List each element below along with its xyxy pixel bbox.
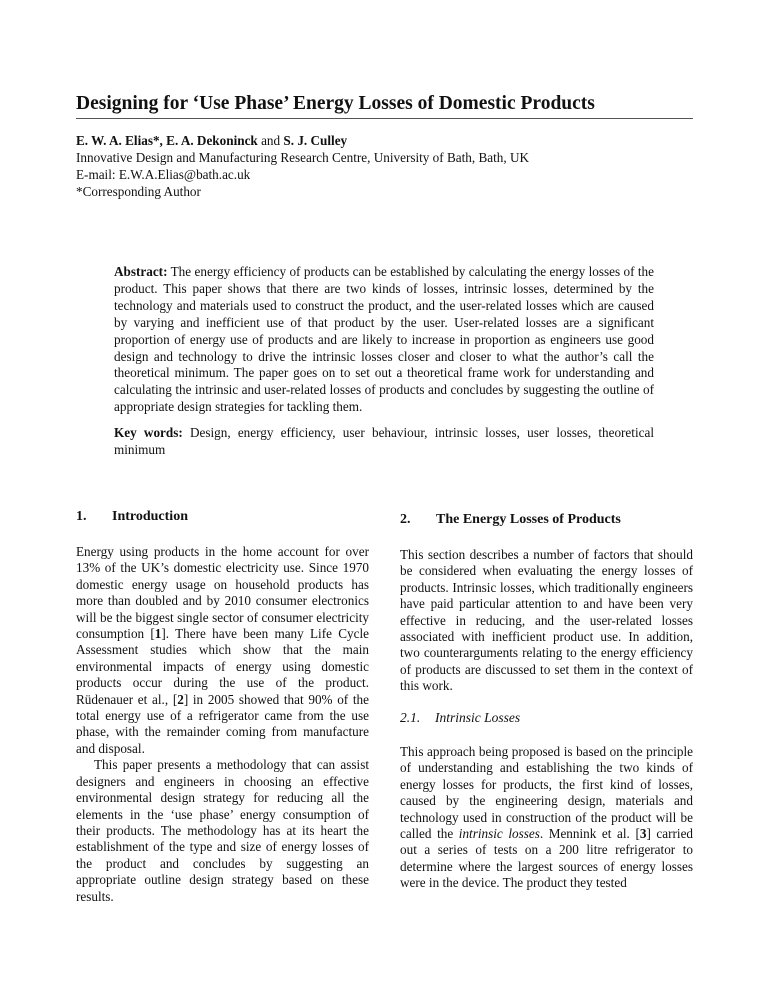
section-1-number: 1. xyxy=(76,509,87,524)
abstract xyxy=(114,264,654,416)
text-run: Energy using products in the home account for over 13% of the UK’s domestic electricity use. Since 1970 domestic energy usage on household products has more than doubled and by 2010 consumer electronics will be the biggest single sector of consumer electricity consumption [ xyxy=(76,544,369,642)
affiliation: Innovative Design and Manufacturing Research Centre, University of Bath, Bath, UK xyxy=(76,150,530,165)
section-2-number: 2. xyxy=(400,512,411,527)
keywords-text: Design, energy efficiency, user behaviour, intrinsic losses, user losses, theoretical minimum xyxy=(114,425,654,457)
left-column xyxy=(76,544,369,905)
section-2-title: The Energy Losses of Products xyxy=(436,512,621,527)
section-2-paragraph: This section describes a number of factors that should be considered when evaluating the energy losses of products. Intrinsic losses, which traditionally engineers have paid particular attention to and have been very effective in reducing, and the user-related losses associated with inefficient product use. In addition, two counterarguments relating to the energy efficiency of products are discussed to set them in the context of this work. xyxy=(400,547,693,694)
abstract-text: The energy efficiency of products can be established by calculating the energy losses of the product. This paper shows that there are two kinds of losses, intrinsic losses, determined by the technology and materials used to construct the product, and the user-related losses which are caused by varying and inefficient use of that product by the user. User-related losses are a significant proportion of energy use of products and are likely to increase in proportion as engineers use good design and technology to drive the intrinsic losses closer and closer to what the author’s call the theoretical minimum. The paper goes on to set out a theoretical frame work for understanding and calculating the intrinsic and user-related losses of products and concludes by suggesting the outline of appropriate design strategies for tackling them. xyxy=(114,264,654,415)
author-1: E. W. A. Elias*, xyxy=(76,133,163,148)
intro-paragraph-1 xyxy=(76,544,369,757)
author-3: S. J. Culley xyxy=(283,133,348,148)
author-block xyxy=(76,132,696,200)
section-1-title: Introduction xyxy=(112,509,188,524)
section-2-1-title: Intrinsic Losses xyxy=(435,710,521,725)
citation-1: 1 xyxy=(154,626,162,642)
paper-title: Designing for ‘Use Phase’ Energy Losses of Domestic Products xyxy=(76,92,693,119)
text-run: . Mennink et al. [ xyxy=(539,826,640,842)
corresponding-author-note: *Corresponding Author xyxy=(76,184,201,199)
abstract-label: Abstract: xyxy=(114,264,168,279)
text-run: ] carried out a series of tests on a 200 litre refrigerator to determine where the largest sources of energy losses were in the device. The product they tested xyxy=(400,826,694,891)
section-2-heading xyxy=(400,512,621,528)
citation-2: 2 xyxy=(177,691,184,707)
section-2-1-number: 2.1. xyxy=(400,710,421,725)
text-run: ] in 2005 showed that 90% of the total energy use of a refrigerator came from the use phase, with the remainder coming from manufacture and disposal. xyxy=(76,691,369,756)
section-2-body xyxy=(400,547,693,695)
keywords xyxy=(114,425,654,459)
email: E-mail: E.W.A.Elias@bath.ac.uk xyxy=(76,167,251,182)
author-2: E. A. Dekoninck xyxy=(166,133,258,148)
text-run: This approach being proposed is based on the principle of understanding and establishing the two kinds of energy losses for products, the first kind of losses, caused by the engineering design, materials and technology used in construction of the product will be called the xyxy=(400,744,693,842)
author-conjunction: and xyxy=(257,133,284,148)
citation-3: 3 xyxy=(639,826,647,842)
author-names xyxy=(76,132,696,149)
intro-paragraph-2: This paper presents a methodology that can assist designers and engineers in choosing an effective environmental design strategy for reducing all the elements in the ‘use phase’ energy consumption of their products. The methodology has at its heart the establishment of the type and size of energy losses of the product and concludes by suggesting an appropriate outline design strategy based on these results. xyxy=(76,757,369,904)
section-2-1-heading xyxy=(400,710,520,726)
section-1-heading xyxy=(76,509,188,525)
keywords-label: Key words: xyxy=(114,425,183,440)
section-2-1-body xyxy=(400,744,693,892)
section-2-1-paragraph xyxy=(400,744,693,892)
text-run: ]. There have been many Life Cycle Assessment studies which show that the main environmental impacts of energy using domestic products occur during the use of the product. Rüdenauer et al., [ xyxy=(76,626,369,707)
intrinsic-losses-term: intrinsic losses xyxy=(458,826,540,842)
